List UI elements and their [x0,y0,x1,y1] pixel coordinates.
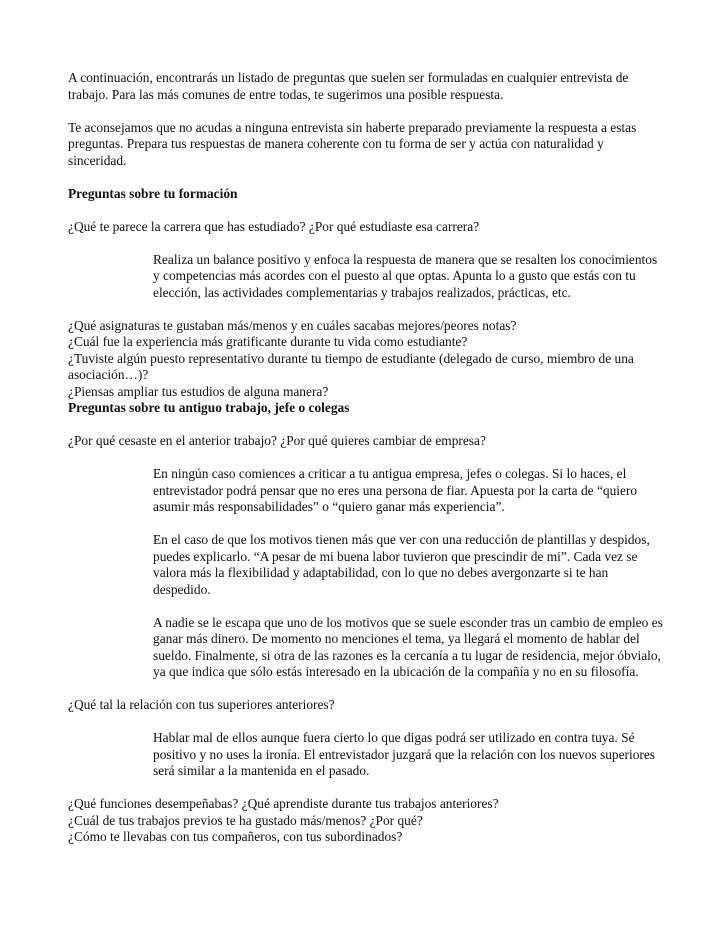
section-heading-antiguo-trabajo: Preguntas sobre tu antiguo trabajo, jefe o colegas [68,400,350,415]
question: ¿Qué funciones desempeñabas? ¿Qué aprendiste durante tus trabajos anteriores? [68,796,499,811]
question: ¿Cuál fue la experiencia más gratificante durante tu vida como estudiante? [68,334,468,349]
question: ¿Cómo te llevabas con tus compañeros, con tus subordinados? [68,829,403,844]
question: ¿Cuál de tus trabajos previos te ha gustado más/menos? ¿Por qué? [68,812,423,828]
question: ¿Por qué cesaste en el anterior trabajo? ¿Por qué quieres cambiar de empresa? [68,433,486,448]
answer: En el caso de que los motivos tienen más que ver con una reducción de plantillas y despidos, puedes explicarlo. “A pesar de mi buena labor tuvieron que prescindir de mi”. Cada vez se valora más la flexibilidad y adaptabilidad, con lo que no debes avergonzarte si te han despedido. [153,532,650,597]
question: ¿Tuviste algún puesto representativo durante tu tiempo de estudiante (delegado de curso, miembro de una asociación…)? [68,350,634,382]
answer: A nadie se le escapa que uno de los motivos que se suele esconder tras un cambio de empleo es ganar más dinero. De momento no menciones el tema, ya llegará el momento de hablar del sueldo. Finalmente, si otra de las razones es la cercanía a tu lugar de residencia, mejor óbvialo, ya que indica que sólo estás interesado en la ubicación de la compañía y no en su filosofía. [153,614,663,679]
question: ¿Piensas ampliar tus estudios de alguna manera? [68,383,329,399]
answer: En ningún caso comiences a criticar a tu antigua empresa, jefes o colegas. Si lo haces, el entrevistador podrá pensar que no eres una persona de fiar. Apuesta por la carta de “quiero asumir más responsabilidades” o “quiero ganar más experiencia”. [153,466,638,514]
intro-paragraph-1: A continuación, encontrarás un listado de preguntas que suelen ser formuladas en cualquier entrevista de trabajo. Para las más comunes de entre todas, te sugerimos una posible respuesta. [68,70,629,102]
answer: Realiza un balance positivo y enfoca la respuesta de manera que se resalten los conocimientos y competencias más acordes con el puesto al que optas. Apunta lo a gusto que estás con tu elección, las actividades complementarias y trabajos realizados, prácticas, etc. [153,251,658,300]
question: ¿Qué tal la relación con tus superiores anteriores? [68,697,335,712]
question: ¿Qué asignaturas te gustaban más/menos y en cuáles sacabas mejores/peores notas? [68,317,517,333]
question: ¿Qué te parece la carrera que has estudiado? ¿Por qué estudiaste esa carrera? [68,218,480,234]
section-heading-formacion: Preguntas sobre tu formación [68,185,238,201]
answer: Hablar mal de ellos aunque fuera cierto lo que digas podrá ser utilizado en contra tuya. Sé positivo y no uses la ironía. El entrevistador juzgará que la relación con los nuevos superiores será similar a la mantenida en el pasado. [153,730,656,778]
document-page [68,70,664,846]
intro-paragraph-2: Te aconsejamos que no acudas a ninguna entrevista sin haberte preparado previamente la respuesta a estas preguntas. Prepara tus respuestas de manera coherente con tu forma de ser y actúa con naturalidad y sinceridad. [68,119,637,168]
